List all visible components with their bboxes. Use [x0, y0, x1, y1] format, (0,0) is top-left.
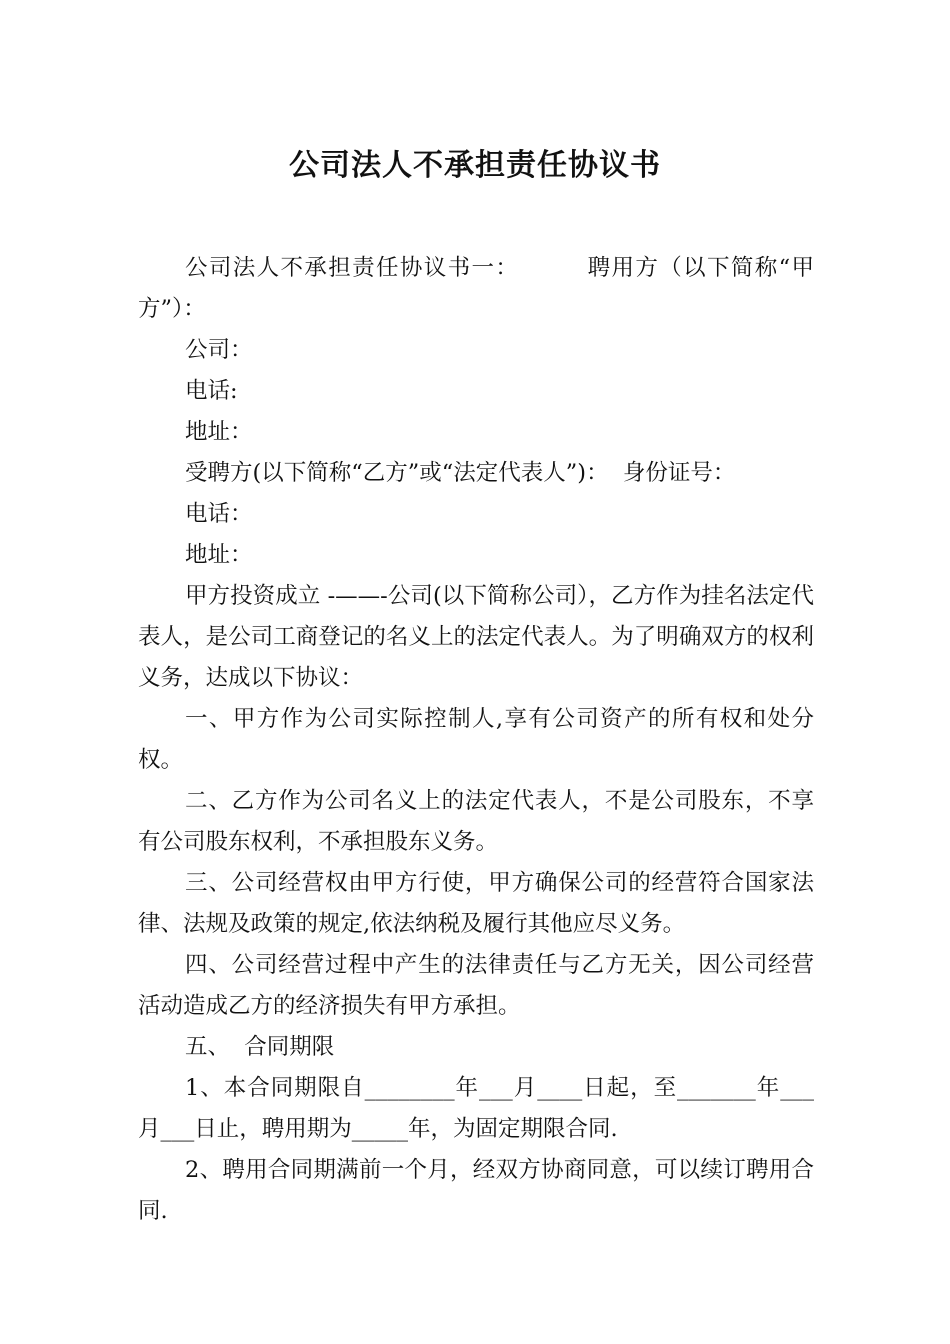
preamble-paragraph: 甲方投资成立 -——-公司(以下简称公司），乙方作为挂名法定代表人，是公司工商登记的名义上的法定代表人。为了明确双方的权利义务，达成以下协议： — [138, 583, 814, 691]
party-b-address-line: 地址： — [185, 542, 253, 568]
party-a-company-line: 公司： — [185, 337, 253, 363]
clause-2: 二、乙方作为公司名义上的法定代表人，不是公司股东，不享有公司股东权利，不承担股东义务。 — [138, 788, 814, 855]
party-b-phone-line: 电话： — [185, 501, 253, 527]
document-body — [138, 248, 814, 1232]
party-a-phone-line: 电话: — [185, 378, 238, 404]
clause-5-2: 2、聘用合同期满前一个月，经双方协商同意，可以续订聘用合同. — [138, 1157, 814, 1224]
clause-4: 四、公司经营过程中产生的法律责任与乙方无关，因公司经营活动造成乙方的经济损失有甲方承担。 — [138, 952, 814, 1019]
party-b-line: 受聘方(以下简称“乙方”或“法定代表人”)： 身份证号： — [185, 460, 736, 486]
clause-5-1: 1、本合同期限自________年___月____日起，至_______年___月___日止，聘用期为_____年，为固定期限合同. — [138, 1075, 814, 1142]
clause-1: 一、甲方作为公司实际控制人,享有公司资产的所有权和处分权。 — [138, 706, 814, 773]
clause-3: 三、公司经营权由甲方行使，甲方确保公司的经营符合国家法律、法规及政策的规定,依法纳税及履行其他应尽义务。 — [138, 870, 814, 937]
intro-paragraph: 公司法人不承担责任协议书一： 聘用方（以下简称“甲方”）： — [138, 255, 814, 322]
document-title: 公司法人不承担责任协议书 — [289, 148, 661, 183]
party-a-address-line: 地址： — [185, 419, 253, 445]
clause-5-heading: 五、 合同期限 — [185, 1034, 335, 1060]
